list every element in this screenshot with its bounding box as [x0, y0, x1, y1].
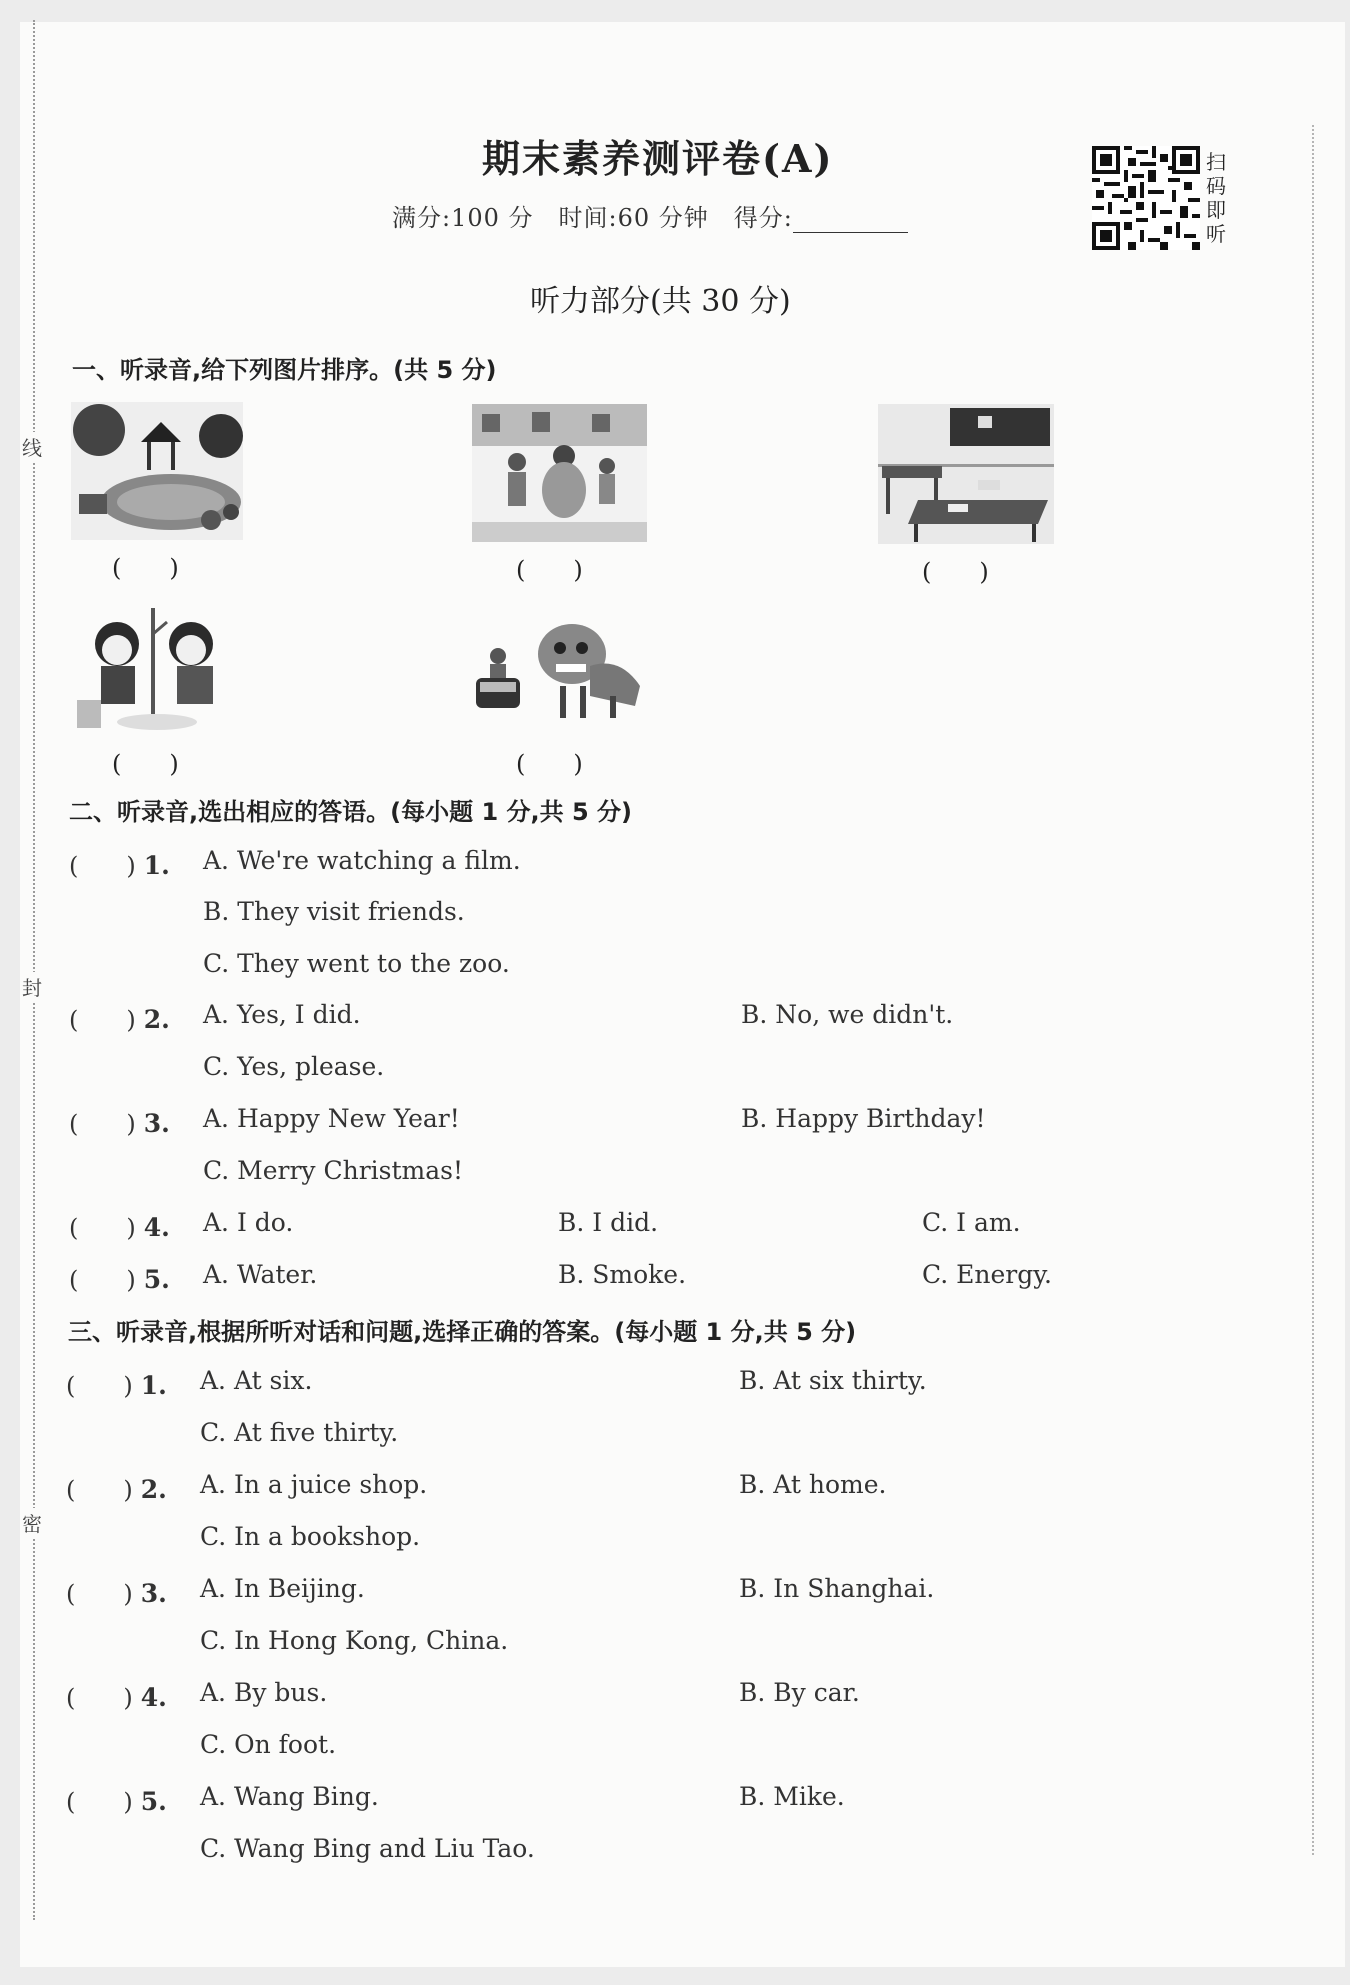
question-row [66, 1574, 167, 1609]
park-with-pavilion-icon [71, 402, 243, 540]
option-a: A. At six. [200, 1366, 313, 1395]
question-row [69, 1208, 170, 1243]
option-c: C. In Hong Kong, China. [200, 1626, 509, 1655]
question-number: 2. [143, 1005, 170, 1034]
option-b: B. At six thirty. [739, 1366, 927, 1395]
question-row [69, 846, 170, 881]
option-a: A. In a juice shop. [200, 1470, 428, 1499]
option-b: B. They visit friends. [203, 897, 465, 926]
answer-paren[interactable]: ( ) [69, 852, 136, 880]
answer-paren[interactable]: ( ) [66, 1372, 133, 1400]
question-number: 4. [140, 1683, 167, 1712]
option-b: B. Happy Birthday! [741, 1104, 986, 1133]
question-row [66, 1678, 167, 1713]
question-number: 5. [143, 1265, 170, 1294]
question-row [66, 1470, 167, 1505]
option-a: A. By bus. [200, 1678, 328, 1707]
answer-paren-5[interactable]: ( ) [516, 750, 583, 778]
question-number: 5. [140, 1787, 167, 1816]
question-number: 4. [143, 1213, 170, 1242]
answer-paren-4[interactable]: ( ) [112, 750, 179, 778]
option-b: B. No, we didn't. [741, 1000, 954, 1029]
option-c: C. In a bookshop. [200, 1522, 421, 1551]
side-char-xian: 线 [22, 432, 42, 461]
answer-paren[interactable]: ( ) [69, 1110, 136, 1138]
question-number: 3. [143, 1109, 170, 1138]
section-2-title: 二、听录音,选出相应的答语。(每小题 1 分,共 5 分) [69, 798, 632, 826]
binding-line [33, 20, 35, 1920]
question-number: 1. [143, 851, 170, 880]
option-a: A. Wang Bing. [200, 1782, 379, 1811]
answer-paren[interactable]: ( ) [69, 1214, 136, 1242]
answer-paren-2[interactable]: ( ) [516, 556, 583, 584]
answer-paren-3[interactable]: ( ) [922, 558, 989, 586]
option-b: B. Smoke. [558, 1260, 687, 1289]
question-row [69, 1260, 170, 1295]
option-c: C. On foot. [200, 1730, 337, 1759]
option-c: C. At five thirty. [200, 1418, 399, 1447]
messy-classroom-icon [878, 404, 1054, 544]
option-c: C. Yes, please. [203, 1052, 385, 1081]
section-3-title: 三、听录音,根据所听对话和问题,选择正确的答案。(每小题 1 分,共 5 分) [68, 1318, 857, 1346]
answer-paren[interactable]: ( ) [66, 1580, 133, 1608]
question-number: 2. [140, 1475, 167, 1504]
answer-paren[interactable]: ( ) [69, 1266, 136, 1294]
option-a: A. Water. [203, 1260, 318, 1289]
option-b: B. By car. [739, 1678, 860, 1707]
answer-paren[interactable]: ( ) [69, 1006, 136, 1034]
question-row [66, 1782, 167, 1817]
option-a: A. I do. [203, 1208, 294, 1237]
answer-paren-1[interactable]: ( ) [112, 554, 179, 582]
score-info: 满分:100 分 时间:60 分钟 得分: [392, 198, 908, 233]
score-blank[interactable] [793, 208, 908, 233]
side-char-mi: 密 [22, 1508, 42, 1537]
lion-dance-icon [470, 616, 646, 728]
option-c: C. Energy. [922, 1260, 1052, 1289]
option-c: C. They went to the zoo. [203, 949, 510, 978]
option-a: A. Yes, I did. [203, 1000, 361, 1029]
answer-paren[interactable]: ( ) [66, 1788, 133, 1816]
option-b: B. At home. [739, 1470, 887, 1499]
option-b: B. In Shanghai. [739, 1574, 935, 1603]
answer-paren[interactable]: ( ) [66, 1476, 133, 1504]
option-a: A. In Beijing. [200, 1574, 365, 1603]
page-title: 期末素养测评卷(A) [482, 136, 834, 181]
option-b: B. Mike. [739, 1782, 845, 1811]
question-row [69, 1000, 170, 1035]
question-row [69, 1104, 170, 1139]
option-c: C. I am. [922, 1208, 1021, 1237]
option-c: C. Merry Christmas! [203, 1156, 464, 1185]
scan-to-listen-label: 扫码即听 [1206, 150, 1226, 246]
part-title: 听力部分(共 30 分) [530, 284, 791, 319]
option-a: A. We're watching a film. [203, 846, 521, 875]
right-margin-line [1312, 125, 1314, 1855]
family-parade-icon [472, 404, 647, 542]
question-number: 1. [140, 1371, 167, 1400]
section-1-title: 一、听录音,给下列图片排序。(共 5 分) [72, 356, 497, 384]
side-char-feng: 封 [22, 972, 42, 1001]
question-number: 3. [140, 1579, 167, 1608]
option-c: C. Wang Bing and Liu Tao. [200, 1834, 535, 1863]
option-a: A. Happy New Year! [203, 1104, 460, 1133]
option-b: B. I did. [558, 1208, 659, 1237]
answer-paren[interactable]: ( ) [66, 1684, 133, 1712]
question-row [66, 1366, 167, 1401]
boys-planting-tree-icon [71, 604, 241, 736]
qr-code-icon[interactable] [1092, 146, 1200, 250]
